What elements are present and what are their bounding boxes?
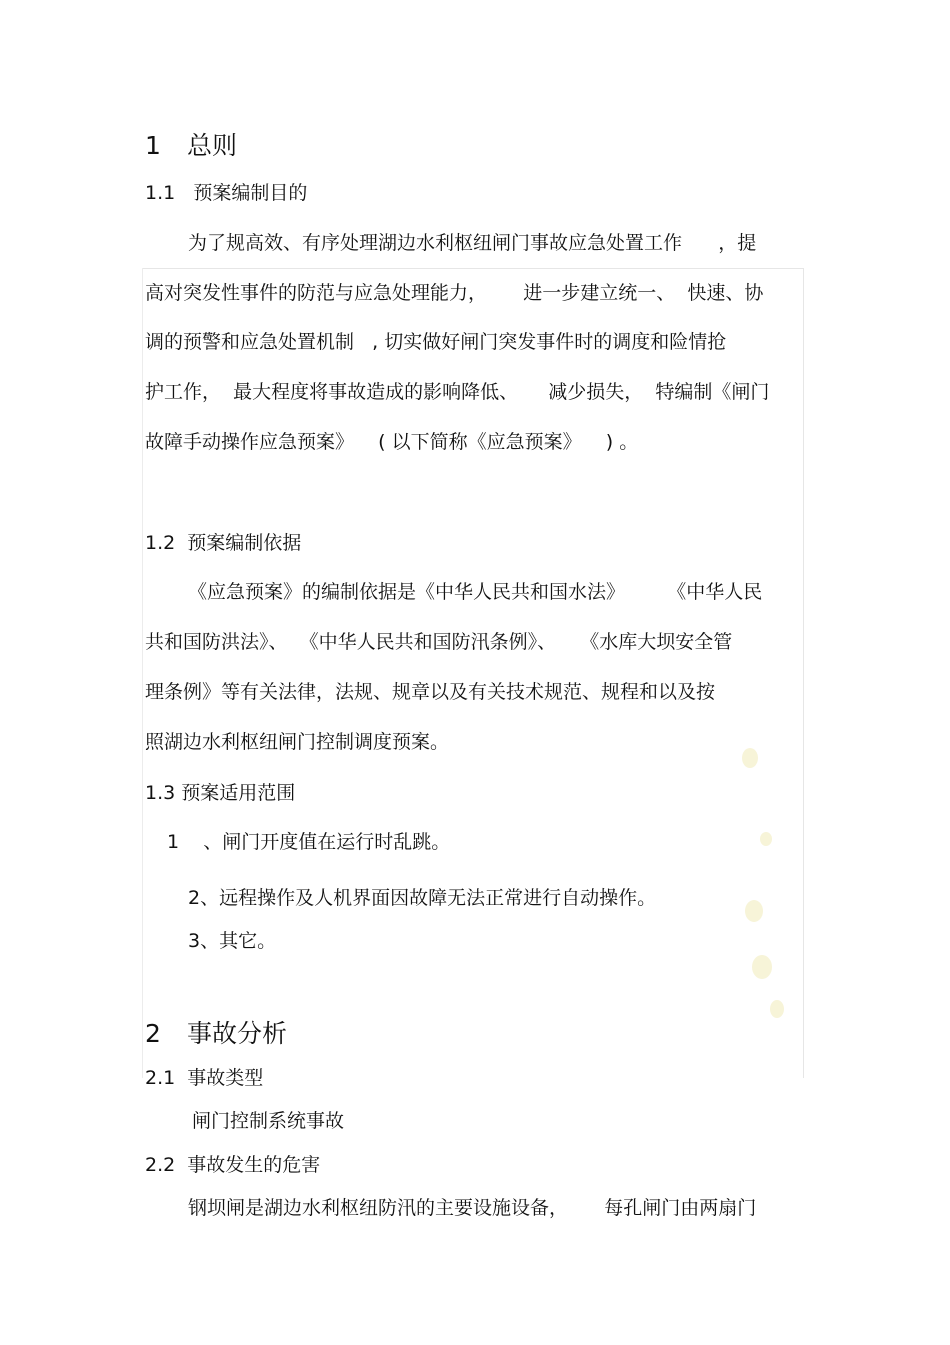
section-1-number: 1 — [145, 131, 161, 160]
paragraph-line: 闸门控制系统事故 — [192, 1110, 345, 1132]
scan-speck — [745, 900, 763, 922]
section-2-number: 2 — [145, 1019, 161, 1048]
scan-speck — [760, 832, 772, 846]
section-2-2-heading: 2.2 事故发生的危害 — [145, 1154, 321, 1176]
scan-speck — [752, 955, 772, 979]
section-2-title: 事故分析 — [187, 1019, 288, 1048]
paragraph-line: 《应急预案》的编制依据是《中华人民共和国水法》 《中华人民 — [188, 581, 763, 603]
section-1-2-heading: 1.2 预案编制依据 — [145, 532, 302, 554]
scan-speck — [742, 748, 758, 768]
section-1-1-heading: 1.1 预案编制目的 — [145, 182, 308, 204]
paragraph-line: 为了规高效、有序处理湖边水利枢纽闸门事故应急处置工作 ，提 — [188, 232, 757, 254]
frame-border-left — [142, 268, 143, 1078]
paragraph-line: 照湖边水利枢纽闸门控制调度预案。 — [145, 731, 450, 753]
list-item: 2、远程操作及人机界面因故障无法正常进行自动操作。 — [188, 887, 657, 909]
paragraph-line: 调的预警和应急处置机制 , 切实做好闸门突发事件时的调度和险情抢 — [145, 331, 727, 353]
paragraph-line: 钢坝闸是湖边水利枢纽防汛的主要设施设备， 每孔闸门由两扇门 — [188, 1197, 757, 1219]
paragraph-line: 故障手动操作应急预案》 ( 以下简称《应急预案》 ) 。 — [145, 431, 639, 453]
list-item: 1 、闸门开度值在运行时乱跳。 — [167, 831, 451, 853]
frame-border-top — [142, 268, 804, 269]
paragraph-line: 护工作， 最大程度将事故造成的影响降低、 减少损失， 特编制《闸门 — [145, 381, 770, 403]
paragraph-line: 理条例》等有关法律，法规、规章以及有关技术规范、规程和以及按 — [145, 681, 716, 703]
section-1-3-heading: 1.3 预案适用范围 — [145, 782, 296, 804]
list-item: 3、其它。 — [188, 930, 277, 952]
paragraph-line: 高对突发性事件的防范与应急处理能力， 进一步建立统一、 快速、协 — [145, 282, 764, 304]
scan-speck — [770, 1000, 784, 1018]
section-2-1-heading: 2.1 事故类型 — [145, 1067, 264, 1089]
section-1-title: 总则 — [187, 131, 238, 160]
frame-border-right — [803, 268, 804, 1078]
paragraph-line: 共和国防洪法》、 《中华人民共和国防汛条例》、 《水库大坝安全管 — [145, 631, 733, 653]
